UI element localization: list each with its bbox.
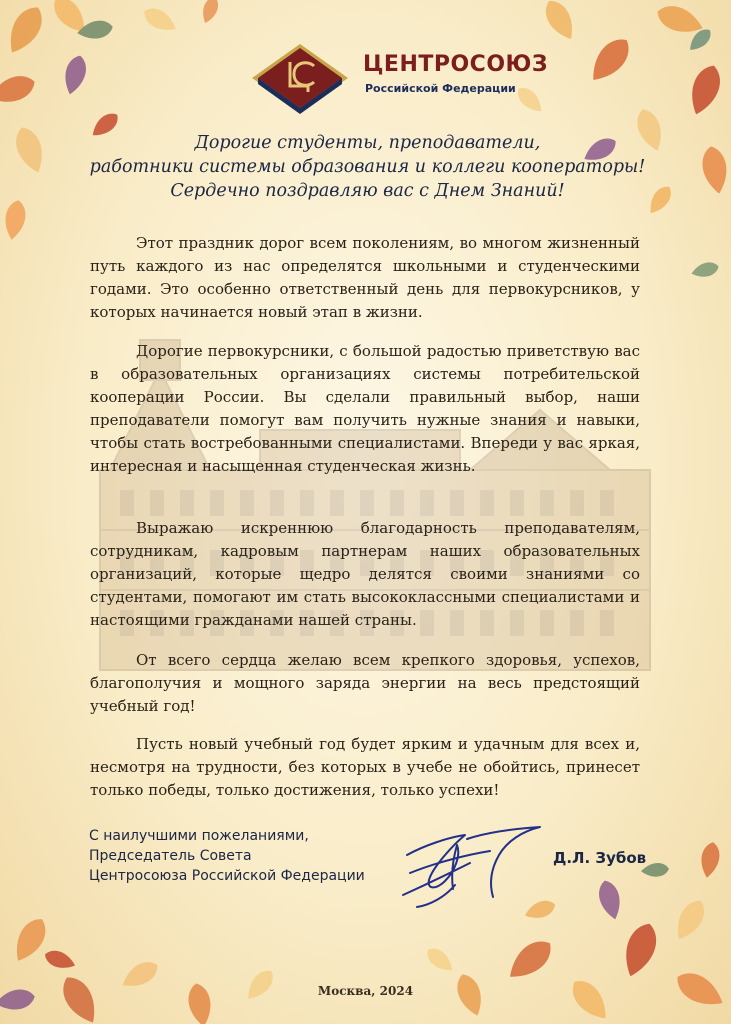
logo-emblem-icon	[248, 40, 352, 116]
logo-subtitle: Российской Федерации	[365, 82, 516, 95]
closing-line-3: Центросоюза Российской Федерации	[89, 868, 365, 884]
footer-place-year: Москва, 2024	[317, 984, 414, 998]
paragraph-5-text: Пусть новый учебный год будет ярким и удачным для всех и, несмотря на трудности, без которых в учебе не обойтись, принесет только победы, только достижения, только успехи!	[90, 735, 640, 799]
closing-line-2: Председатель Совета	[89, 848, 252, 864]
paragraph-3-text: Выражаю искреннюю благодарность преподавателям, сотрудникам, кадровым партнерам наших образовательных организаций, которые щедро делятся своими знаниями со студентами, помогают им стать высококлассными специалистами и настоящими гражданами нашей страны.	[90, 519, 640, 629]
centrosoyuz-logo	[248, 40, 548, 120]
heading-line-3: Сердечно поздравляю вас с Днем Знаний!	[170, 181, 565, 201]
heading-line-1: Дорогие студенты, преподаватели,	[194, 133, 541, 153]
signer-name: Д.Л. Зубов	[553, 849, 647, 867]
paragraph-1	[90, 232, 640, 324]
closing-block	[89, 826, 365, 886]
paragraph-2-text: Дорогие первокурсники, с большой радостью приветствую вас в образовательных организациях системы потребительской кооперации России. Вы сделали правильный выбор, наши преподаватели помогут вам получить нужные знания и навыки, чтобы стать востребованными специалистами. Впереди у вас яркая, интересная и насыщенная студенческая жизнь.	[90, 342, 640, 475]
paragraph-2	[90, 340, 640, 478]
greeting-heading	[60, 131, 675, 203]
paragraph-1-text: Этот праздник дорог всем поколениям, во многом жизненный путь каждого из нас определятся школьными и студенческими годами. Это особенно ответственный день для первокурсников, у которых начинается новый этап в жизни.	[90, 234, 640, 321]
logo-name: ЦЕНТРОСОЮЗ	[363, 52, 548, 77]
paragraph-3	[90, 517, 640, 632]
paragraph-5	[90, 733, 640, 802]
closing-line-1: С наилучшими пожеланиями,	[89, 828, 309, 844]
heading-line-2: работники системы образования и коллеги кооператоры!	[89, 157, 646, 177]
handwritten-signature	[395, 815, 545, 910]
paragraph-4-text: От всего сердца желаю всем крепкого здоровья, успехов, благополучия и мощного заряда энергии на весь предстоящий учебный год!	[90, 651, 640, 715]
paragraph-4	[90, 649, 640, 718]
